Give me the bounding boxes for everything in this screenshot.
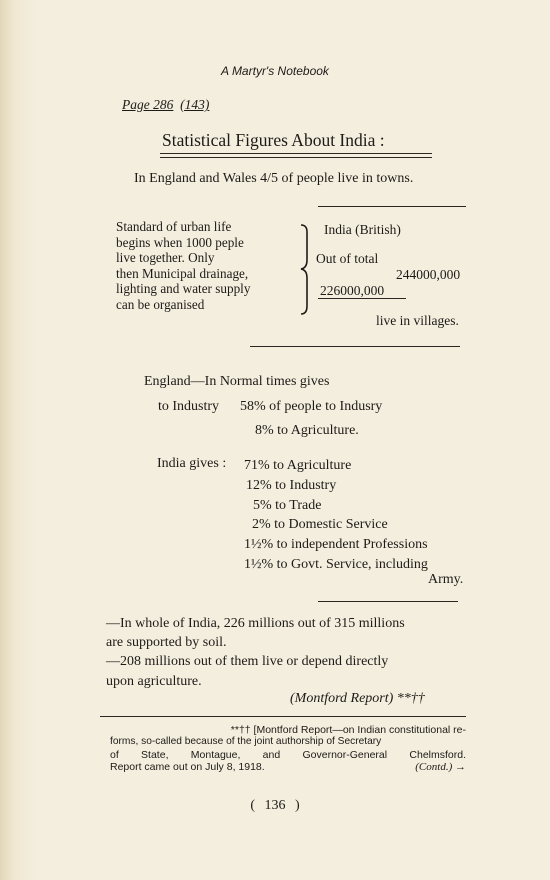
page-reference (122, 97, 209, 113)
page-title: Statistical Figures About India : (162, 130, 385, 150)
footnote-contd: (Contd.) → (415, 761, 466, 774)
urban-line: live together. Only (116, 250, 215, 266)
to-industry-label: to Industry (158, 399, 220, 414)
england-towns-line: In England and Wales 4/5 of people live in towns. (134, 171, 414, 186)
paragraph-line: upon agriculture. (106, 673, 202, 689)
village-population: 226000,000 (320, 283, 385, 298)
india-gives-row: 5% to Trade (253, 497, 322, 513)
india-gives-label: India gives : (157, 456, 227, 471)
urban-line: can be organised (116, 296, 205, 312)
footnote-line: of State, Montague, and Governor-General Chelmsford. (110, 748, 466, 761)
army-text: Army. (428, 572, 464, 587)
paragraph-line: —208 millions out of them live or depend directly (106, 654, 389, 670)
india-gives-row: 2% to Domestic Service (252, 517, 388, 533)
urban-line: Standard of urban life (116, 219, 232, 234)
england-agriculture-row: 8% to Agriculture. (255, 423, 359, 438)
fraction-bar (318, 298, 406, 299)
page-number: ( 136 ) (250, 798, 300, 813)
out-of-total: Out of total (316, 251, 379, 266)
urban-line: lighting and water supply (116, 281, 251, 297)
india-gives-row: 12% to Industry (246, 477, 337, 493)
india-gives-list (244, 456, 428, 575)
page-ref-page: Page 286 (122, 97, 174, 112)
footnote-line: **†† [Montford Report—on Indian constitutional re- (230, 724, 466, 736)
england-normal-heading: England—In Normal times gives (144, 374, 330, 389)
england-industry-row: 58% of people to Indusry (240, 399, 383, 414)
montford-citation: (Montford Report) **†† (290, 691, 425, 706)
soil-paragraph (106, 614, 405, 691)
footnote-last-row (110, 761, 466, 773)
live-in-villages: live in villages. (376, 313, 459, 328)
paragraph-line: are supported by soil. (106, 635, 227, 651)
urban-life-text (116, 219, 250, 313)
footnote-rule (100, 716, 466, 717)
urban-line: then Municipal drainage, (116, 265, 249, 281)
india-gives-row: 71% to Agriculture (244, 458, 352, 473)
rule-after-england (318, 206, 466, 207)
page-ref-paren: (143) (180, 97, 210, 112)
total-population: 244000,000 (396, 267, 461, 282)
footnote-line: Report came out on July 8, 1918. (110, 761, 265, 774)
running-head: A Martyr's Notebook (221, 64, 329, 78)
india-british: India (British) (324, 222, 401, 237)
footnote (110, 724, 466, 774)
rule-after-urban (250, 346, 460, 347)
title-rule-2 (160, 157, 432, 158)
title-rule-1 (160, 153, 432, 154)
urban-line: begins when 1000 peple (116, 234, 244, 250)
paragraph-line: —In whole of India, 226 millions out of 315 millions (106, 616, 405, 631)
footnote-line: forms, so-called because of the joint authorship of Secretary (110, 736, 382, 748)
india-gives-row: 1½% to independent Professions (244, 537, 428, 553)
rule-after-india (318, 601, 458, 602)
india-gives-row: 1½% to Govt. Service, including (244, 556, 428, 572)
